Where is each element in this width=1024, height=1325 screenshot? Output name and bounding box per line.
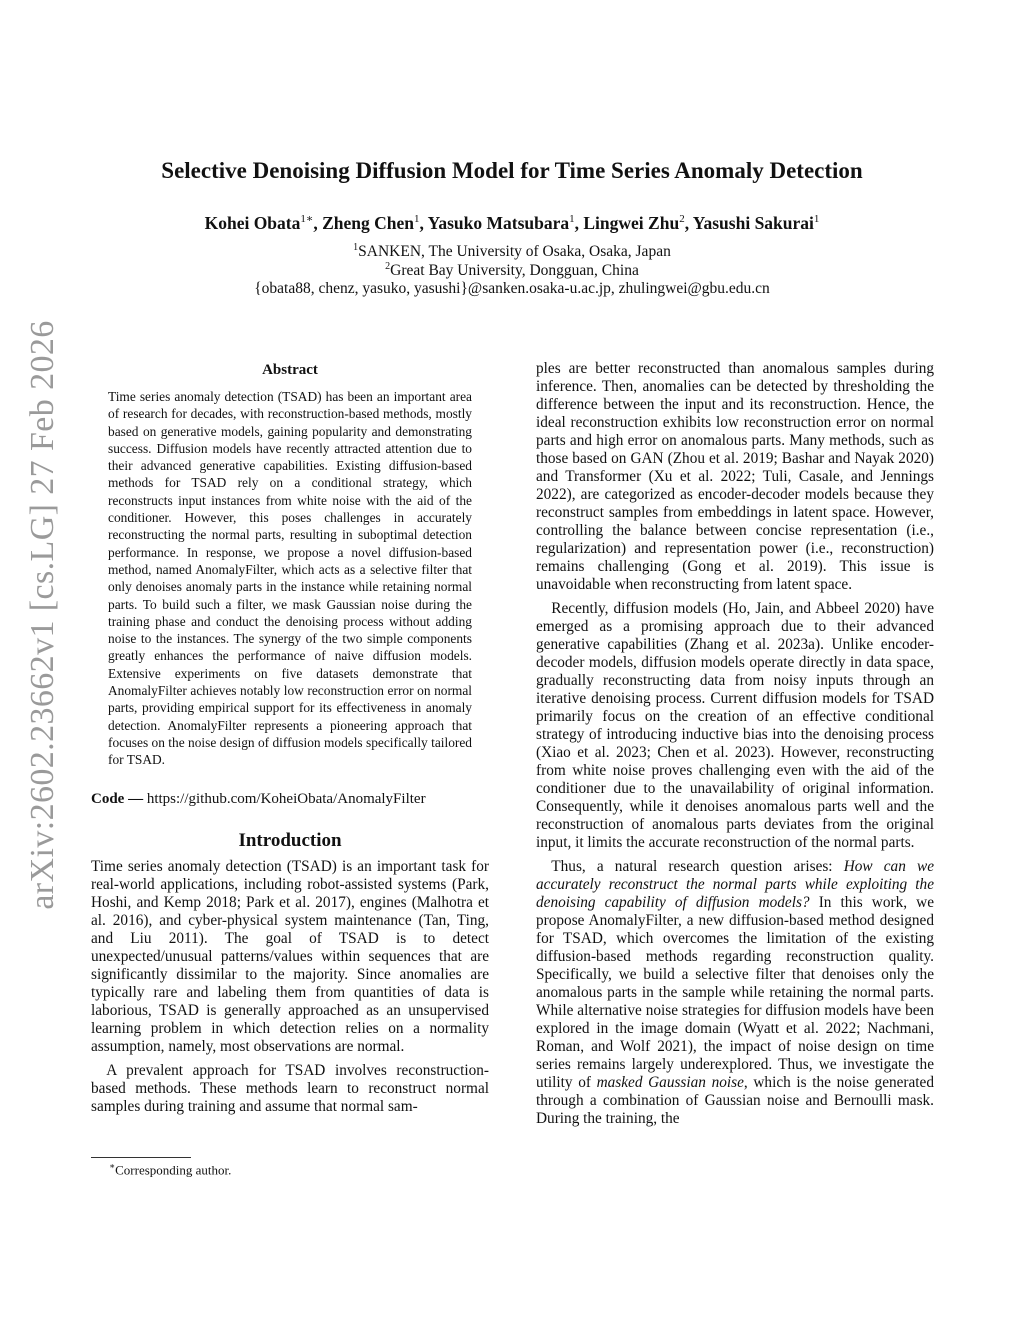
abstract-text: Time series anomaly detection (TSAD) has been an important area of research for decades, with reconstruction-based methods, mostly based on generative models, gaining popularity and demonstrating success. Diffusion models have recently attracted attention due to their advanced generative capabilities. Existing diffusion-based methods for TSAD rely on a conditional strategy, which reconstructs input instances from white noise with the aid of the conditioner. However, this poses challenges in accurately reconstructing the normal parts, resulting in suboptimal detection performance. In response, we propose a novel diffusion-based method, named AnomalyFilter, which acts as a selective filter that only denoises anomaly parts in the instance while retaining normal parts. To build such a filter, we mask Gaussian noise during the training phase and conduct the denoising process without adding noise to the instances. The synergy of the two simple components greatly enhances the performance of naive diffusion models. Extensive experiments on five datasets demonstrate that AnomalyFilter achieves notably low reconstruction error on normal parts, providing empirical support for its effectiveness in anomaly detection. AnomalyFilter represents a pioneering approach that focuses on the noise design of diffusion models specifically tailored for TSAD. xyxy=(108,389,472,768)
right-column xyxy=(536,360,934,1128)
intro-paragraph-3: Recently, diffusion models (Ho, Jain, and Abbeel 2020) have emerged as a promising approach due to their advanced generative capabilities (Zhang et al. 2023a). Unlike encoder-decoder models, diffusion models operate directly in data space, gradually reconstructing data from noisy inputs through an iterative denoising process. Current diffusion models for TSAD primarily focus on the creation of an effective conditional strategy of introducing inductive bias into the denoising process (Xiao et al. 2023; Chen et al. 2023). However, reconstructing from white noise proves challenging even with the aid of the conditioner due to the unavailability of original information. Consequently, while it denoises anomalous parts well and the reconstruction of anomalous parts deviates from the original input, it limits the accurate reconstruction of the normal parts. xyxy=(536,600,934,851)
author-list: Kohei Obata$^{1∗}$, Zheng Chen$^1$, Yasuko Matsubara$^1$, Lingwei Zhu$^2$, Yasushi Sakurai$^1$ xyxy=(204,212,820,233)
affiliation-text: Great Bay University, Dongguan, China xyxy=(390,262,639,280)
intro-paragraph-4 xyxy=(536,858,934,1128)
affiliation-text: SANKEN, The University of Osaka, Osaka, Japan xyxy=(358,243,671,261)
code-url-link[interactable]: https://github.com/KoheiObata/AnomalyFilter xyxy=(146,790,426,807)
affiliation-mark: 1 xyxy=(353,242,359,253)
left-column xyxy=(91,362,489,1116)
author-name: Lingwei Zhu xyxy=(583,212,680,233)
footnote-mark: ∗ xyxy=(109,1161,116,1171)
abstract-heading: Abstract xyxy=(262,362,318,378)
author-name: Yasushi Sakurai xyxy=(692,212,814,233)
affiliation-line xyxy=(0,261,1024,280)
footnote-text: Corresponding author. xyxy=(115,1162,232,1178)
masked-gaussian-noise-term: masked Gaussian noise xyxy=(596,1074,744,1091)
footnote-divider xyxy=(91,1157,191,1158)
intro-paragraph-2: A prevalent approach for TSAD involves reconstruction-based methods. These methods learn to reconstruct normal samples during training and assume that normal sam- xyxy=(91,1061,489,1115)
arxiv-identifier: arXiv:2602.23662v1 [cs.LG] 27 Feb 2026 xyxy=(24,320,61,910)
author-name: Zheng Chen xyxy=(322,212,415,233)
intro-p4-part-c: , which is the noise generated through a combination of Gaussian noise and Bernoulli mask. During the training, the xyxy=(536,1074,934,1127)
research-question: How can we accurately reconstruct the normal parts while exploiting the denoising capability of diffusion models? xyxy=(536,858,934,911)
footnote xyxy=(109,1161,231,1178)
author-name: Kohei Obata xyxy=(204,212,301,233)
author-affiliation-mark: 1 xyxy=(569,213,575,225)
affiliation-mark: 2 xyxy=(385,261,391,272)
intro-p4-part-b: In this work, we propose AnomalyFilter, a new diffusion-based method designed for TSAD, which overcomes the limitation of the existing diffusion-based methods regarding reconstruction quality. Specifically, we build a selective filter that denoises only the anomalous parts in the sample while retaining the normal parts. While alternative noise strategies for diffusion models have been explored in the image domain (Wyatt et al. 2022; Nachmani, Roman, and Wolf 2021), the impact of noise design on time series remains largely underexplored. Thus, we investigate the utility of xyxy=(536,894,934,1091)
code-link-line xyxy=(91,791,489,808)
paper-title: Selective Denoising Diffusion Model for Time Series Anomaly Detection xyxy=(161,158,863,183)
intro-paragraph-1: Time series anomaly detection (TSAD) is an important task for real-world applications, including robot-assisted systems (Park, Hoshi, and Kemp 2018; Park et al. 2017), engines (Malhotra et al. 2016), and cyber-physical system maintenance (Tan, Ting, and Liu 2011). The goal of TSAD is to detect unexpected/unusual patterns/values within sequences that are significantly dissimilar to the majority. Since anomalies are typically rare and labeling them from quantities of data is laborious, TSAD is generally approached as an unsupervised learning problem in which detection relies on a normality assumption, namely, most observations are normal. xyxy=(91,857,489,1055)
author-emails: {obata88, chenz, yasuko, yasushi}@sanken.osaka-u.ac.jp, zhulingwei@gbu.edu.cn xyxy=(254,280,770,297)
author-name: Yasuko Matsubara xyxy=(427,212,570,233)
author-affiliation-mark: 1∗ xyxy=(300,213,314,225)
intro-p4-part-a: Thus, a natural research question arises: xyxy=(551,858,844,875)
author-affiliation-mark: 1 xyxy=(813,213,820,225)
author-affiliation-mark: 1 xyxy=(414,213,420,225)
code-label: Code — xyxy=(91,790,144,807)
author-affiliation-mark: 2 xyxy=(679,213,685,225)
introduction-heading: Introduction xyxy=(238,829,342,851)
intro-paragraph-2-continued: ples are better reconstructed than anomalous samples during inference. Then, anomalies can be detected by thresholding the difference between the input and its reconstruction. Hence, the ideal reconstruction exhibits low reconstruction error on normal parts and high error on anomalous parts. Many methods, such as those based on GAN (Zhou et al. 2019; Bashar and Nayak 2020) and Transformer (Xu et al. 2022; Tuli, Casale, and Jennings 2022), are categorized as encoder-decoder models because they reconstruct samples from embeddings in latent space. However, controlling the balance between concise representation (i.e., regularization) and representation power (i.e., reconstruction) remains challenging (Gong et al. 2019). This issue is unavoidable when reconstructing from latent space. xyxy=(536,360,934,593)
affiliation-line xyxy=(0,242,1024,261)
